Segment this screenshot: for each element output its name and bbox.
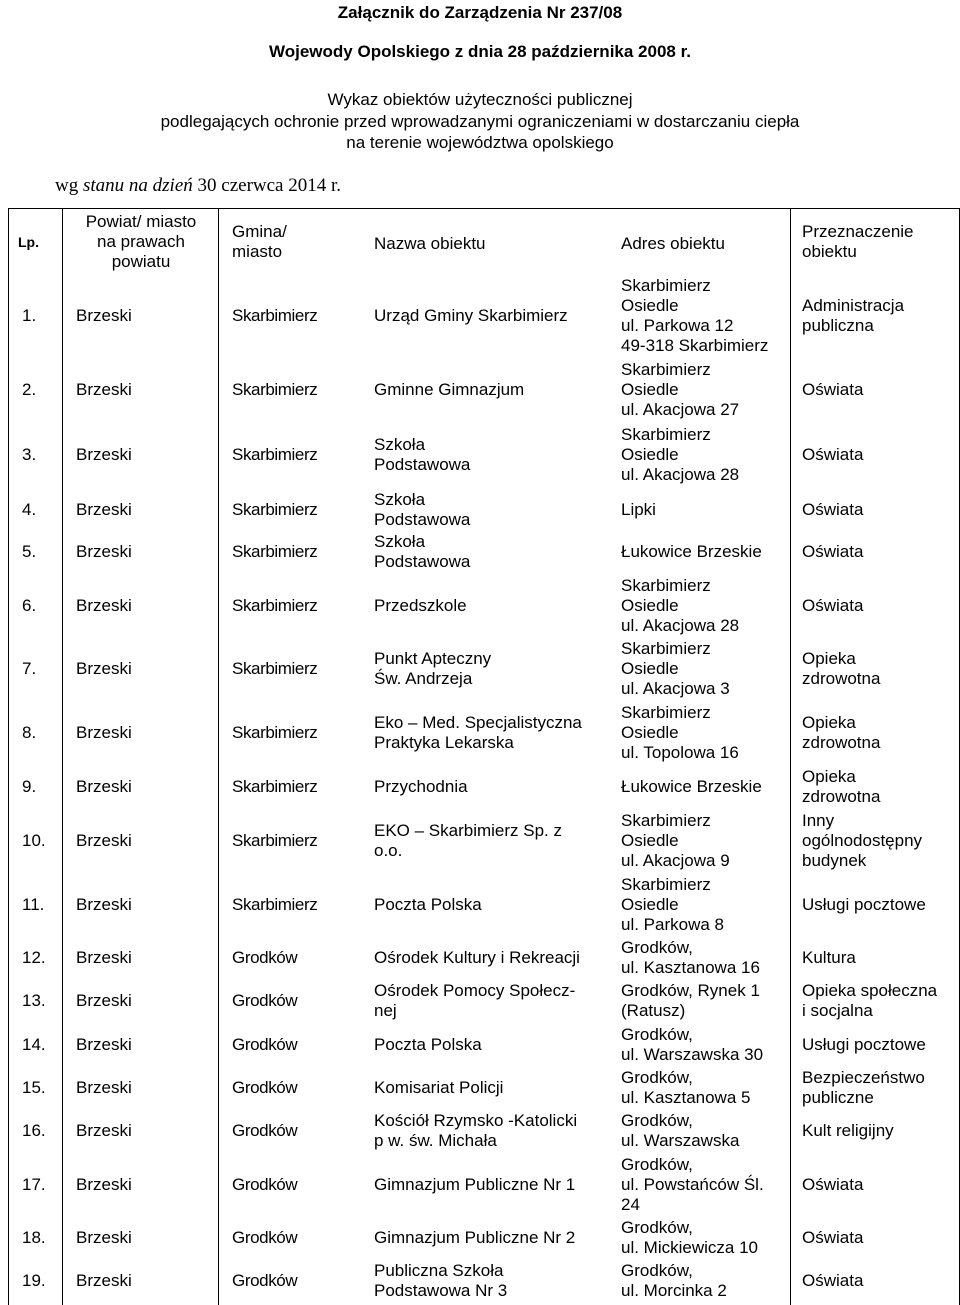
row-number: 6. [22,596,37,615]
table-row [0,811,960,870]
row-nazwa: Poczta Polska [374,1035,482,1054]
row-nazwa: Ośrodek Kultury i Rekreacji [374,948,580,967]
row-gmina: Grodków [232,1271,298,1290]
document-title-line-2: podlegających ochronie przed wprowadzanymi ograniczeniami w dostarczaniu ciepła [160,112,800,131]
row-nazwa: Szkoła Podstawowa [374,435,471,474]
table-row [0,981,960,1020]
row-gmina: Skarbimierz [232,445,318,464]
row-nazwa: Punkt Apteczny Św. Andrzeja [374,649,492,688]
state-date: 30 czerwca 2014 r. [192,175,342,196]
row-nazwa: Ośrodek Pomocy Społecz- nej [374,981,576,1020]
row-gmina: Skarbimierz [232,723,318,742]
row-powiat: Brzeski [76,723,132,742]
row-przeznaczenie: Oświata [802,596,864,615]
row-gmina: Grodków [232,1175,298,1194]
table-row [0,1218,960,1257]
row-adres: Grodków, ul. Kasztanowa 5 [621,1068,751,1107]
row-przeznaczenie: Kultura [802,948,856,967]
table-row [0,1025,960,1064]
row-gmina: Grodków [232,1121,298,1140]
column-divider-1 [62,208,63,1305]
row-powiat: Brzeski [76,306,132,325]
annex-title: Załącznik do Zarządzenia Nr 237/08 [337,3,623,22]
row-adres: Grodków, ul. Warszawska 30 [621,1025,764,1064]
table-row [0,1155,960,1214]
row-przeznaczenie: Usługi pocztowe [802,895,926,914]
table-left-border [8,208,9,1305]
row-nazwa: Przychodnia [374,777,468,796]
row-number: 10. [22,831,46,850]
row-przeznaczenie: Oświata [802,1228,864,1247]
row-przeznaczenie: Oświata [802,1175,864,1194]
row-number: 12. [22,948,46,967]
table-row [0,490,960,529]
row-powiat: Brzeski [76,380,132,399]
column-header-gmina: Gmina/ miasto [232,222,287,261]
row-powiat: Brzeski [76,1121,132,1140]
row-number: 8. [22,723,37,742]
row-powiat: Brzeski [76,1035,132,1054]
row-nazwa: Urząd Gminy Skarbimierz [374,306,568,325]
row-powiat: Brzeski [76,991,132,1010]
row-adres: Grodków, ul. Kasztanowa 16 [621,938,760,977]
row-gmina: Grodków [232,1078,298,1097]
column-divider-2 [218,208,219,1305]
row-przeznaczenie: Kult religijny [802,1121,894,1140]
row-number: 4. [22,500,37,519]
row-adres: Lipki [621,500,656,519]
row-gmina: Skarbimierz [232,306,318,325]
table-top-border [8,208,960,209]
row-adres: Skarbimierz Osiedle ul. Topolowa 16 [621,703,739,762]
row-adres: Skarbimierz Osiedle ul. Parkowa 12 49-318 Skarbimierz [621,276,769,355]
row-adres: Skarbimierz Osiedle ul. Akacjowa 28 [621,576,740,635]
column-divider-3 [790,208,791,1305]
table-row [0,703,960,762]
row-przeznaczenie: Oświata [802,542,864,561]
table-row [0,576,960,635]
column-header-adres: Adres obiektu [621,234,725,253]
table-row [0,639,960,698]
row-gmina: Skarbimierz [232,831,318,850]
row-powiat: Brzeski [76,777,132,796]
column-header-przeznaczenie: Przeznaczenie obiektu [802,222,914,261]
row-powiat: Brzeski [76,596,132,615]
row-adres: Grodków, ul. Warszawska [621,1111,740,1150]
row-nazwa: Gminne Gimnazjum [374,380,525,399]
table-row [0,767,960,806]
table-row [0,425,960,484]
row-gmina: Grodków [232,991,298,1010]
row-przeznaczenie: Oświata [802,445,864,464]
row-powiat: Brzeski [76,500,132,519]
row-przeznaczenie: Opieka zdrowotna [802,767,881,806]
row-powiat: Brzeski [76,445,132,464]
table-row [0,938,960,977]
row-nazwa: Szkoła Podstawowa [374,532,471,571]
row-przeznaczenie: Inny ogólnodostępny budynek [802,811,923,870]
row-powiat: Brzeski [76,1175,132,1194]
row-number: 15. [22,1078,46,1097]
annex-subtitle: Wojewody Opolskiego z dnia 28 października 2008 r. [269,42,691,61]
row-number: 13. [22,991,46,1010]
row-adres: Grodków, Rynek 1 (Ratusz) [621,981,760,1020]
row-powiat: Brzeski [76,831,132,850]
state-prefix: wg [55,175,83,196]
row-nazwa: EKO – Skarbimierz Sp. z o.o. [374,821,563,860]
row-gmina: Skarbimierz [232,542,318,561]
table-row [0,1068,960,1107]
table-row [0,276,960,355]
state-date-line [55,175,341,197]
row-number: 1. [22,306,37,325]
row-przeznaczenie: Oświata [802,380,864,399]
row-adres: Grodków, ul. Mickiewicza 10 [621,1218,758,1257]
row-number: 5. [22,542,37,561]
document-title-line-3: na terenie województwa opolskiego [346,133,614,152]
row-number: 17. [22,1175,46,1194]
column-header-nazwa: Nazwa obiektu [374,234,486,253]
row-przeznaczenie: Oświata [802,1271,864,1290]
row-gmina: Skarbimierz [232,596,318,615]
row-gmina: Skarbimierz [232,895,318,914]
row-nazwa: Poczta Polska [374,895,482,914]
row-przeznaczenie: Oświata [802,500,864,519]
row-przeznaczenie: Opieka społeczna i socjalna [802,981,938,1020]
row-number: 18. [22,1228,46,1247]
document-title-line-1: Wykaz obiektów użyteczności publicznej [327,90,633,109]
row-powiat: Brzeski [76,542,132,561]
row-przeznaczenie: Opieka zdrowotna [802,713,881,752]
row-nazwa: Kościół Rzymsko -Katolicki p w. św. Michała [374,1111,578,1150]
column-header-lp: Lp. [18,234,39,250]
table-row [0,360,960,419]
row-number: 9. [22,777,37,796]
row-powiat: Brzeski [76,659,132,678]
row-przeznaczenie: Bezpieczeństwo publiczne [802,1068,925,1107]
row-powiat: Brzeski [76,1078,132,1097]
row-number: 7. [22,659,37,678]
row-adres: Skarbimierz Osiedle ul. Akacjowa 9 [621,811,730,870]
row-adres: Skarbimierz Osiedle ul. Akacjowa 27 [621,360,740,419]
row-adres: Łukowice Brzeskie [621,542,762,561]
row-gmina: Grodków [232,1228,298,1247]
row-nazwa: Szkoła Podstawowa [374,490,471,529]
row-adres: Skarbimierz Osiedle ul. Akacjowa 3 [621,639,730,698]
table-row [0,532,960,571]
row-gmina: Skarbimierz [232,380,318,399]
row-gmina: Grodków [232,1035,298,1054]
row-number: 19. [22,1271,46,1290]
row-gmina: Skarbimierz [232,500,318,519]
row-number: 11. [22,895,45,914]
column-header-powiat: Powiat/ miasto na prawach powiatu [85,212,197,271]
row-przeznaczenie: Opieka zdrowotna [802,649,881,688]
row-number: 2. [22,380,37,399]
row-adres: Grodków, ul. Morcinka 2 [621,1261,727,1300]
state-italic: stanu na dzień [82,175,193,196]
table-row [0,875,960,934]
row-gmina: Skarbimierz [232,659,318,678]
row-adres: Łukowice Brzeskie [621,777,762,796]
table-row [0,1261,960,1300]
row-nazwa: Publiczna Szkoła Podstawowa Nr 3 [374,1261,508,1300]
row-adres: Skarbimierz Osiedle ul. Akacjowa 28 [621,425,740,484]
row-powiat: Brzeski [76,948,132,967]
row-nazwa: Gimnazjum Publiczne Nr 1 [374,1175,576,1194]
row-nazwa: Eko – Med. Specjalistyczna Praktyka Lekarska [374,713,582,752]
row-nazwa: Gimnazjum Publiczne Nr 2 [374,1228,576,1247]
row-powiat: Brzeski [76,1271,132,1290]
row-przeznaczenie: Administracja publiczna [802,296,905,335]
row-number: 16. [22,1121,46,1140]
row-gmina: Grodków [232,948,298,967]
row-nazwa: Przedszkole [374,596,467,615]
row-number: 3. [22,445,37,464]
row-przeznaczenie: Usługi pocztowe [802,1035,926,1054]
row-adres: Grodków, ul. Powstańców Śl. 24 [621,1155,764,1214]
table-row [0,1111,960,1150]
row-number: 14. [22,1035,46,1054]
row-powiat: Brzeski [76,1228,132,1247]
row-powiat: Brzeski [76,895,132,914]
row-nazwa: Komisariat Policji [374,1078,504,1097]
row-gmina: Skarbimierz [232,777,318,796]
row-adres: Skarbimierz Osiedle ul. Parkowa 8 [621,875,724,934]
